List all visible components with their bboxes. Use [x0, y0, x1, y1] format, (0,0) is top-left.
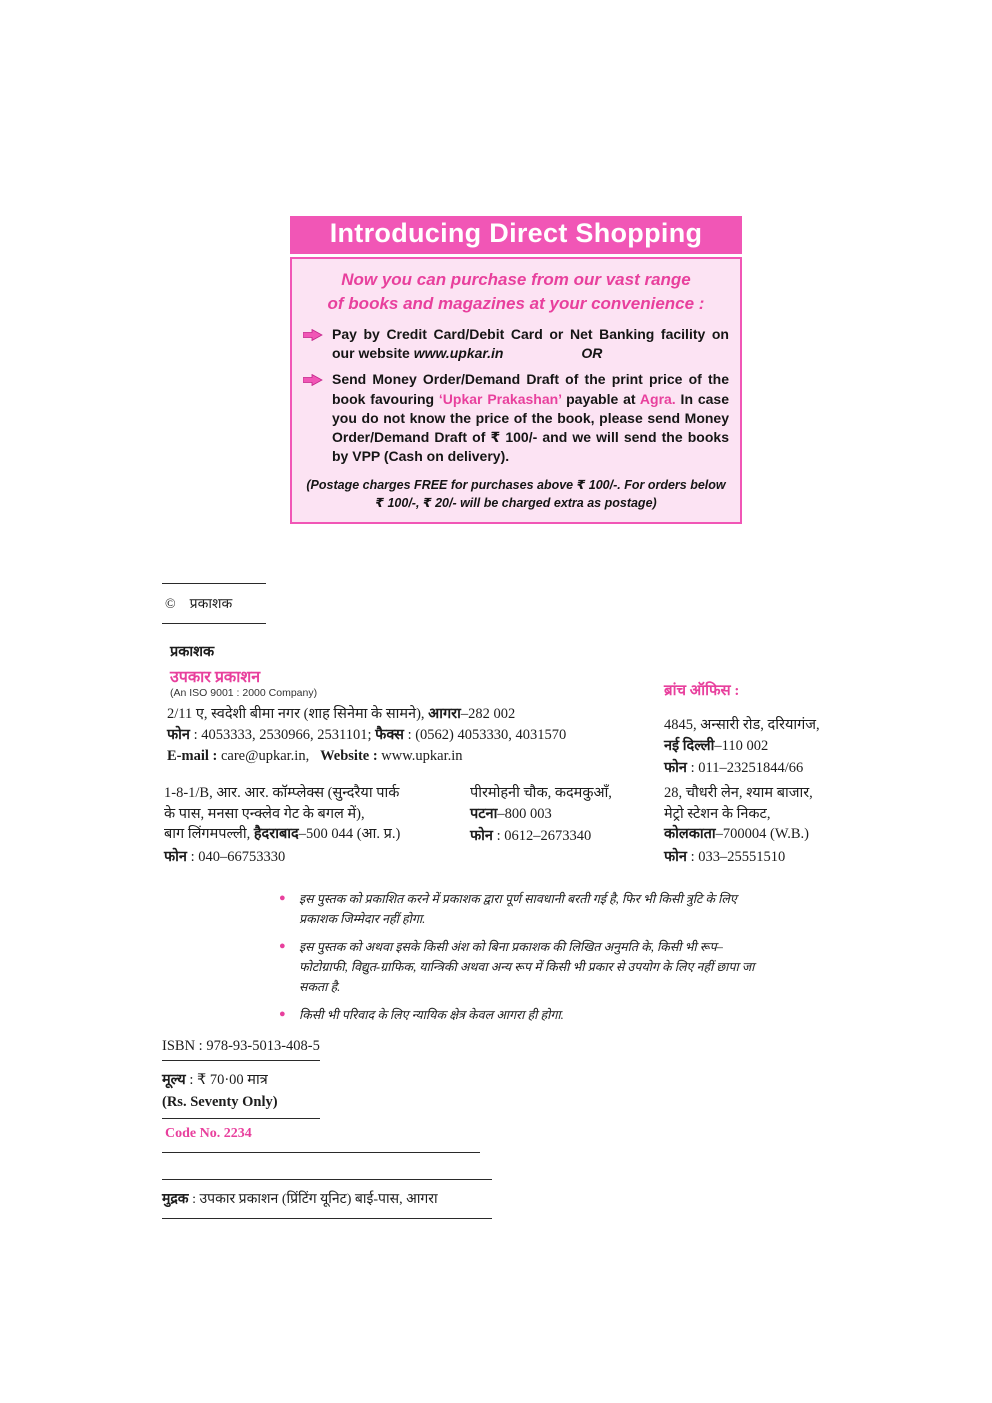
- copyright-holder: प्रकाशक: [189, 597, 233, 612]
- disclaimer-notes: [279, 889, 763, 1033]
- branch-kolkata: [664, 783, 864, 867]
- phone-numbers: : 4053333, 2530966, 2531101;: [189, 727, 376, 743]
- promo-bullet-payment: [303, 325, 729, 364]
- iso-certification: (An ISO 9001 : 2000 Company): [170, 687, 318, 699]
- postage-note-line2: ₹ 100/-, ₹ 20/- will be charged extra as postage): [375, 495, 657, 510]
- or-label: OR: [581, 344, 603, 361]
- promo-intro: [303, 268, 729, 316]
- kolkata-pin: –700004 (W.B.): [715, 826, 809, 842]
- arrow-bullet-icon: [303, 325, 324, 364]
- hyderabad-phone: [164, 847, 464, 868]
- code-number: Code No. 2234: [165, 1126, 252, 1141]
- promo-box: [290, 216, 742, 524]
- phone-label: फोन: [164, 848, 187, 865]
- city-name: Agra.: [639, 390, 676, 407]
- bullet-dot-icon: ●: [279, 1008, 286, 1020]
- hyderabad-address-line2: के पास, मनसा एन्क्लेव गेट के बगल में),: [164, 805, 365, 822]
- brand-name: ‘Upkar Prakashan’: [438, 390, 562, 407]
- publisher-section-heading: प्रकाशक: [170, 644, 215, 660]
- note-text: इस पुस्तक को प्रकाशित करने में प्रकाशक द्वारा पूर्ण सावधानी बरती गई है, फिर भी किसी त्रुटि के लिए प्रकाशक जिम्मेदार नहीं होगा.: [299, 892, 737, 926]
- fax-label: फैक्स: [375, 727, 404, 743]
- kolkata-city: कोलकाता: [664, 826, 716, 842]
- printer-line: [162, 1179, 492, 1219]
- hyderabad-area: बाग लिंगमपल्ली,: [164, 826, 254, 842]
- email-value: care@upkar.in,: [217, 748, 310, 764]
- price-value: [162, 1069, 320, 1089]
- bullet-dot-icon: ●: [279, 940, 286, 952]
- price-words: (Rs. Seventy Only): [162, 1094, 278, 1110]
- delhi-pin: –110 002: [714, 737, 769, 754]
- patna-pin: –800 003: [497, 805, 552, 822]
- promo-body: [290, 257, 742, 524]
- phone-label: फोन: [470, 828, 493, 844]
- bullet2-part1: Send Money Order/Demand Draft of the print price of the book favouring: [332, 371, 729, 407]
- phone-number: : 033–25551510: [686, 848, 786, 865]
- branch-office-heading: ब्रांच ऑफिस :: [664, 683, 740, 699]
- branch-patna: [470, 783, 650, 847]
- bullet2-part3: In case you do not know the price of the book, please send Money Order/Demand Draft of ₹ 100/- and we will send the books by VPP (Cash on delivery).: [332, 390, 729, 465]
- patna-address-line2: [470, 804, 650, 825]
- bullet1-text: Pay by Credit Card/Debit Card or Net Banking facility on our website: [332, 325, 729, 361]
- kolkata-address-line2: मेट्रो स्टेशन के निकट,: [664, 805, 771, 822]
- phone-label: फोन: [664, 848, 687, 865]
- note-text: इस पुस्तक को अथवा इसके किसी अंश को बिना प्रकाशक की लिखित अनुमति के, किसी भी रूप–फोटोग्राफी, विद्युत-ग्राफिक, यान्त्रिकी अथवा अन्य रूप में किसी भी प्रकार से उपयोग के लिए नहीं छापा जा सकता है.: [299, 940, 755, 994]
- branch-delhi: [664, 715, 864, 779]
- email-label: E-mail :: [167, 748, 218, 764]
- note-item: [279, 937, 763, 997]
- hyderabad-address-line1: 1-8-1/B, आर. आर. कॉम्प्लेक्स (सुन्दरैया पार्क: [164, 785, 400, 801]
- postage-note: [303, 476, 729, 512]
- phone-number: : 0612–2673340: [492, 828, 592, 844]
- hyderabad-pin: –500 044 (आ. प्र.): [298, 826, 401, 842]
- patna-city: पटना: [470, 805, 498, 822]
- copyright-cell: [162, 583, 266, 624]
- bullet2-part2: payable at: [561, 390, 640, 407]
- copyright-symbol: ©: [165, 597, 176, 612]
- publisher-address: [167, 704, 657, 725]
- note-text: किसी भी परिवाद के लिए न्यायिक क्षेत्र केवल आगरा ही होगा.: [299, 1008, 564, 1022]
- printer-label: मुद्रक: [162, 1192, 189, 1207]
- delhi-address-line2: [664, 736, 864, 757]
- address-text: 2/11 ए, स्वदेशी बीमा नगर (शाह सिनेमा के सामने),: [167, 706, 429, 722]
- kolkata-address-line3: [664, 824, 864, 845]
- website-value: www.upkar.in: [377, 748, 463, 764]
- note-item: [279, 1005, 763, 1025]
- delhi-address-line1: 4845, अन्सारी रोड, दरियागंज,: [664, 717, 820, 733]
- fax-numbers: : (0562) 4053330, 4031570: [403, 727, 567, 743]
- patna-phone: [470, 826, 650, 847]
- price-box: [162, 1060, 320, 1119]
- publisher-phone-fax: [167, 725, 657, 746]
- delhi-phone: [664, 758, 864, 779]
- phone-number: : 040–66753330: [186, 848, 286, 865]
- promo-intro-line1: Now you can purchase from our vast range: [341, 270, 691, 289]
- price-label: मूल्य: [162, 1072, 186, 1088]
- publisher-email-website: [167, 746, 657, 767]
- arrow-bullet-icon: [303, 370, 324, 467]
- patna-address-line1: पीरमोहनी चौक, कदमकुआँ,: [470, 785, 612, 801]
- kolkata-address-line1: 28, चौधरी लेन, श्याम बाजार,: [664, 785, 813, 801]
- promo-title: Introducing Direct Shopping: [290, 216, 742, 254]
- note-item: [279, 889, 763, 929]
- isbn: ISBN : 978-93-5013-408-5: [162, 1038, 320, 1054]
- address-pin: –282 002: [460, 706, 516, 722]
- phone-label: फोन: [664, 760, 687, 776]
- bullet-dot-icon: ●: [279, 892, 286, 904]
- phone-number: : 011–23251844/66: [686, 760, 804, 776]
- branch-hyderabad: [164, 783, 464, 867]
- website-label: Website :: [320, 748, 378, 764]
- hyderabad-address-line3: [164, 824, 464, 845]
- promo-bullet-payment-text: [332, 325, 729, 364]
- publisher-name: उपकार प्रकाशन: [170, 669, 261, 686]
- website-url: www.upkar.in: [413, 344, 504, 361]
- address-city: आगरा: [428, 706, 461, 722]
- postage-note-line1: (Postage charges FREE for purchases above ₹ 100/-. For orders below: [306, 477, 726, 492]
- promo-intro-line2: of books and magazines at your convenience :: [327, 293, 705, 313]
- hyderabad-city: हैदराबाद: [253, 826, 299, 842]
- promo-bullet-money-order: [303, 370, 729, 467]
- publisher-contact-block: [167, 704, 657, 767]
- delhi-city: नई दिल्ली: [664, 737, 715, 754]
- divider-rule: [162, 1152, 480, 1153]
- phone-label: फोन: [167, 727, 190, 743]
- price-amount: : ₹ 70·00 मात्र: [185, 1072, 268, 1088]
- kolkata-phone: [664, 847, 864, 868]
- printer-value: : उपकार प्रकाशन (प्रिंटिंग यूनिट) बाई-पास, आगरा: [188, 1192, 438, 1207]
- promo-bullet-money-order-text: [332, 370, 729, 467]
